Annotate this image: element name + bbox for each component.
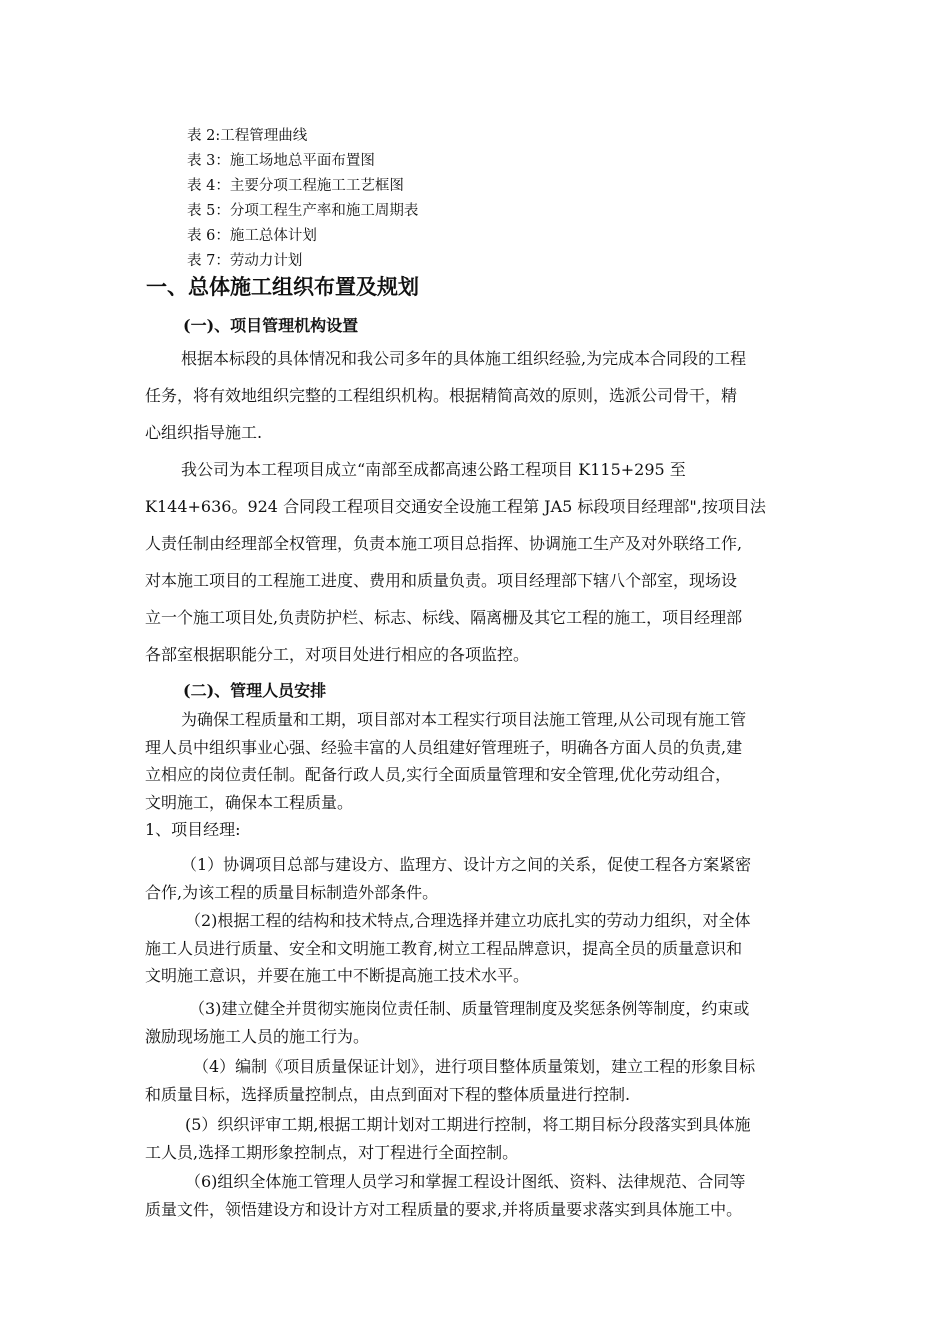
table-list-item: 表 5：分项工程生产率和施工周期表 xyxy=(187,203,419,219)
paragraph-line: 为确保工程质量和工期，项目部对本工程实行项目法施工管理,从公司现有施工管 xyxy=(181,710,747,729)
paragraph-line: （1）协调项目总部与建设方、监理方、设计方之间的关系，促使工程各方案紧密 xyxy=(181,855,752,874)
table-list-item: 表 7：劳动力计划 xyxy=(187,253,303,269)
paragraph-line: （6)组织全体施工管理人员学习和掌握工程设计图纸、资料、法律规范、合同等 xyxy=(185,1172,746,1191)
subsection-heading-1: (一)、项目管理机构设置 xyxy=(183,316,359,335)
paragraph-line: （3)建立健全并贯彻实施岗位责任制、质量管理制度及奖惩条例等制度，约束或 xyxy=(189,999,750,1018)
table-list-item: 表 6：施工总体计划 xyxy=(187,228,317,244)
paragraph-line: 文明施工意识，并要在施工中不断提高施工技术水平。 xyxy=(145,966,530,985)
paragraph-line: 心组织指导施工. xyxy=(145,423,263,442)
list-item-4 xyxy=(145,1053,865,1108)
paragraph-line: 文明施工，确保本工程质量。 xyxy=(145,792,354,812)
list-item-2 xyxy=(145,907,865,990)
paragraph-line: 我公司为本工程项目成立“南部至成都高速公路工程项目 K115+295 至 xyxy=(181,460,686,479)
paragraph-line: 根据本标段的具体情况和我公司多年的具体施工组织经验,为完成本合同段的工程 xyxy=(181,349,747,368)
subsection-heading-2: (二)、管理人员安排 xyxy=(183,681,327,700)
paragraph-line: 立一个施工项目处,负责防护栏、标志、标线、隔离栅及其它工程的施工，项目经理部 xyxy=(145,608,743,627)
table-list xyxy=(187,124,787,274)
paragraph-line: 和质量目标，选择质量控制点，由点到面对下程的整体质量进行控制. xyxy=(145,1084,631,1104)
list-item-6 xyxy=(145,1168,865,1223)
paragraph-org-setup xyxy=(145,340,865,451)
paragraph-line: （2)根据工程的结构和技术特点,合理选择并建立功底扎实的劳动力组织，对全体 xyxy=(185,911,751,930)
table-list-item: 表 3：施工场地总平面布置图 xyxy=(187,153,375,169)
paragraph-line: 对本施工项目的工程施工进度、费用和质量负责。项目经理部下辖八个部室，现场设 xyxy=(145,571,738,590)
paragraph-line: （4）编制《项目质量保证计划》，进行项目整体质量策划，建立工程的形象目标 xyxy=(193,1057,756,1076)
paragraph-line: 人责任制由经理部全权管理，负责本施工项目总指挥、协调施工生产及对外联络工作, xyxy=(145,534,743,553)
list-item-1 xyxy=(145,851,865,906)
paragraph-project-department xyxy=(145,451,865,673)
table-list-item: 表 4：主要分项工程施工工艺框图 xyxy=(187,178,404,194)
paragraph-line: 任务，将有效地组织完整的工程组织机构。根据精简高效的原则，选派公司骨干，精 xyxy=(145,386,738,405)
paragraph-line: 工人员,选择工期形象控制点，对丁程进行全面控制。 xyxy=(145,1142,519,1162)
table-list-item: 表 2:工程管理曲线 xyxy=(187,128,308,144)
paragraph-line: (5）织织评审工期,根据工期计划对工期进行控制，将工期目标分段落实到具体施 xyxy=(185,1115,751,1134)
section-heading: 一、总体施工组织布置及规划 xyxy=(146,274,419,299)
paragraph-line: 施工人员进行质量、安全和文明施工教育,树立工程品牌意识，提高全员的质量意识和 xyxy=(145,938,743,958)
paragraph-line: 质量文件，领悟建设方和设计方对工程质量的要求,并将质量要求落实到具体施工中。 xyxy=(145,1199,743,1219)
paragraph-line: 各部室根据职能分工，对项目处进行相应的各项监控。 xyxy=(145,645,530,664)
paragraph-line: 理人员中组织事业心强、经验丰富的人员组建好管理班子，明确各方面人员的负责,建 xyxy=(145,737,743,757)
paragraph-line: K144+636。924 合同段工程项目交通安全设施工程第 JA5 标段项目经理部",按项目法 xyxy=(145,497,766,516)
item-heading: 1、项目经理: xyxy=(145,820,241,839)
paragraph-line: 立相应的岗位责任制。配备行政人员,实行全面质量管理和安全管理,优化劳动组合， xyxy=(145,765,732,784)
list-item-5 xyxy=(145,1111,865,1166)
paragraph-staffing xyxy=(145,706,865,844)
list-item-3 xyxy=(145,995,865,1050)
paragraph-line: 合作,为该工程的质量目标制造外部条件。 xyxy=(145,882,439,902)
paragraph-line: 激励现场施工人员的施工行为。 xyxy=(145,1026,370,1046)
